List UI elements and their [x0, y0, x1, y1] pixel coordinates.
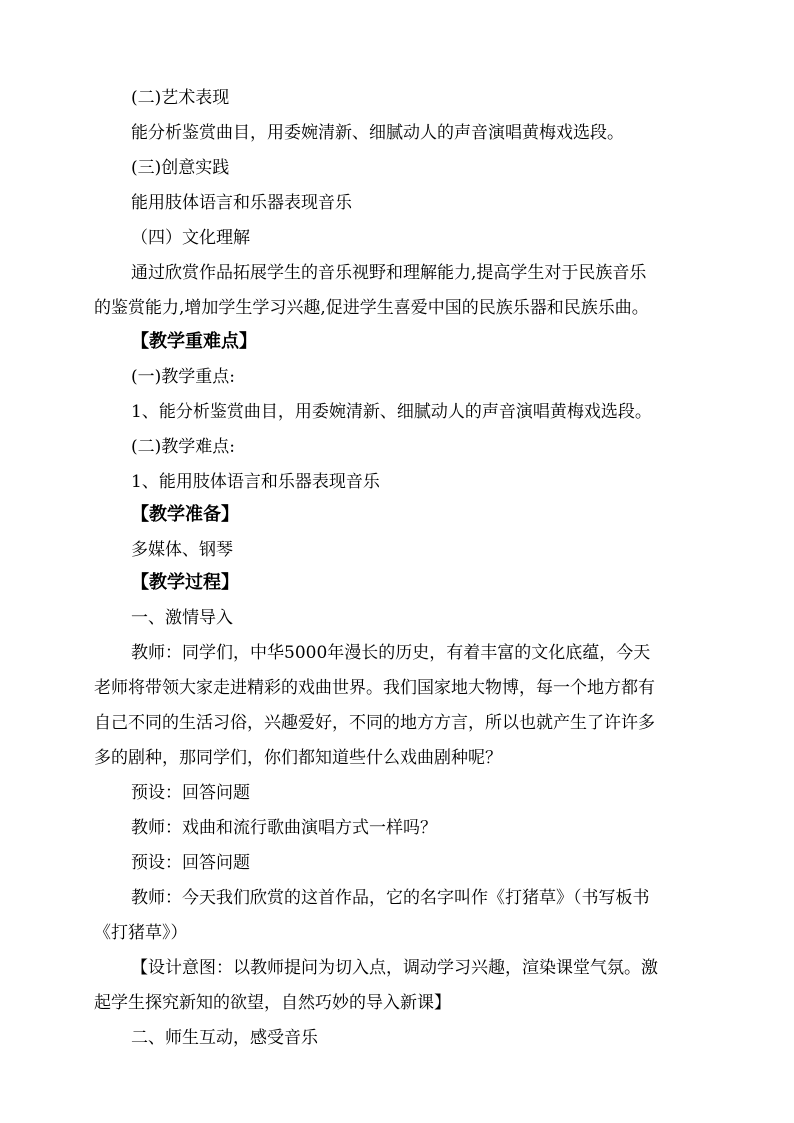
paragraph-line: 教师：今天我们欣赏的这首作品，它的名字叫作《打猪草》（书写板书	[131, 888, 650, 908]
paragraph-line: 《打猪草》）	[94, 923, 188, 943]
paragraph-line: 能分析鉴赏曲目，用委婉清新、细腻动人的声音演唱黄梅戏选段。	[131, 123, 624, 143]
paragraph-line: 预设：回答问题	[131, 783, 250, 803]
section-heading-art-expression: (二)艺术表现	[131, 88, 230, 108]
design-intent-line: 起学生探究新知的欲望，自然巧妙的导入新课】	[94, 993, 451, 1013]
section-heading-cultural-understanding: （四）文化理解	[131, 228, 250, 248]
paragraph-line: 教师：戏曲和流行歌曲演唱方式一样吗？	[131, 818, 437, 838]
heading-teaching-process: 【教学过程】	[131, 572, 239, 593]
paragraph-line: 自己不同的生活习俗，兴趣爱好，不同的地方方言，所以也就产生了许许多	[94, 713, 655, 733]
paragraph-line: 老师将带领大家走进精彩的戏曲世界。我们国家地大物博，每一个地方都有	[94, 678, 655, 698]
subheading-interaction: 二、师生互动，感受音乐	[131, 1028, 318, 1048]
paragraph-line: 的鉴赏能力,增加学生学习兴趣,促进学生喜爱中国的民族乐器和民族乐曲。	[94, 298, 649, 318]
paragraph-line: 1、能分析鉴赏曲目，用委婉清新、细腻动人的声音演唱黄梅戏选段。	[131, 402, 652, 422]
paragraph-line: 多媒体、钢琴	[131, 540, 233, 560]
paragraph-line: 教师：同学们，中华5000年漫长的历史，有着丰富的文化底蕴，今天	[131, 643, 651, 663]
subheading-key-points: (一)教学重点:	[131, 367, 235, 387]
subheading-difficulties: (二)教学难点:	[131, 437, 235, 457]
paragraph-line: 预设：回答问题	[131, 853, 250, 873]
paragraph-line: 通过欣赏作品拓展学生的音乐视野和理解能力,提高学生对于民族音乐	[131, 263, 647, 283]
heading-preparation: 【教学准备】	[131, 504, 239, 525]
subheading-introduction: 一、激情导入	[131, 608, 233, 628]
section-heading-creative-practice: (三)创意实践	[131, 158, 230, 178]
paragraph-line: 能用肢体语言和乐器表现音乐	[131, 193, 352, 213]
design-intent-line: 【设计意图：以教师提问为切入点，调动学习兴趣，渲染课堂气氛。激	[131, 958, 658, 978]
paragraph-line: 1、能用肢体语言和乐器表现音乐	[131, 472, 380, 492]
paragraph-line: 多的剧种，那同学们，你们都知道些什么戏曲剧种呢？	[94, 748, 502, 768]
heading-key-difficulties: 【教学重难点】	[131, 331, 257, 352]
